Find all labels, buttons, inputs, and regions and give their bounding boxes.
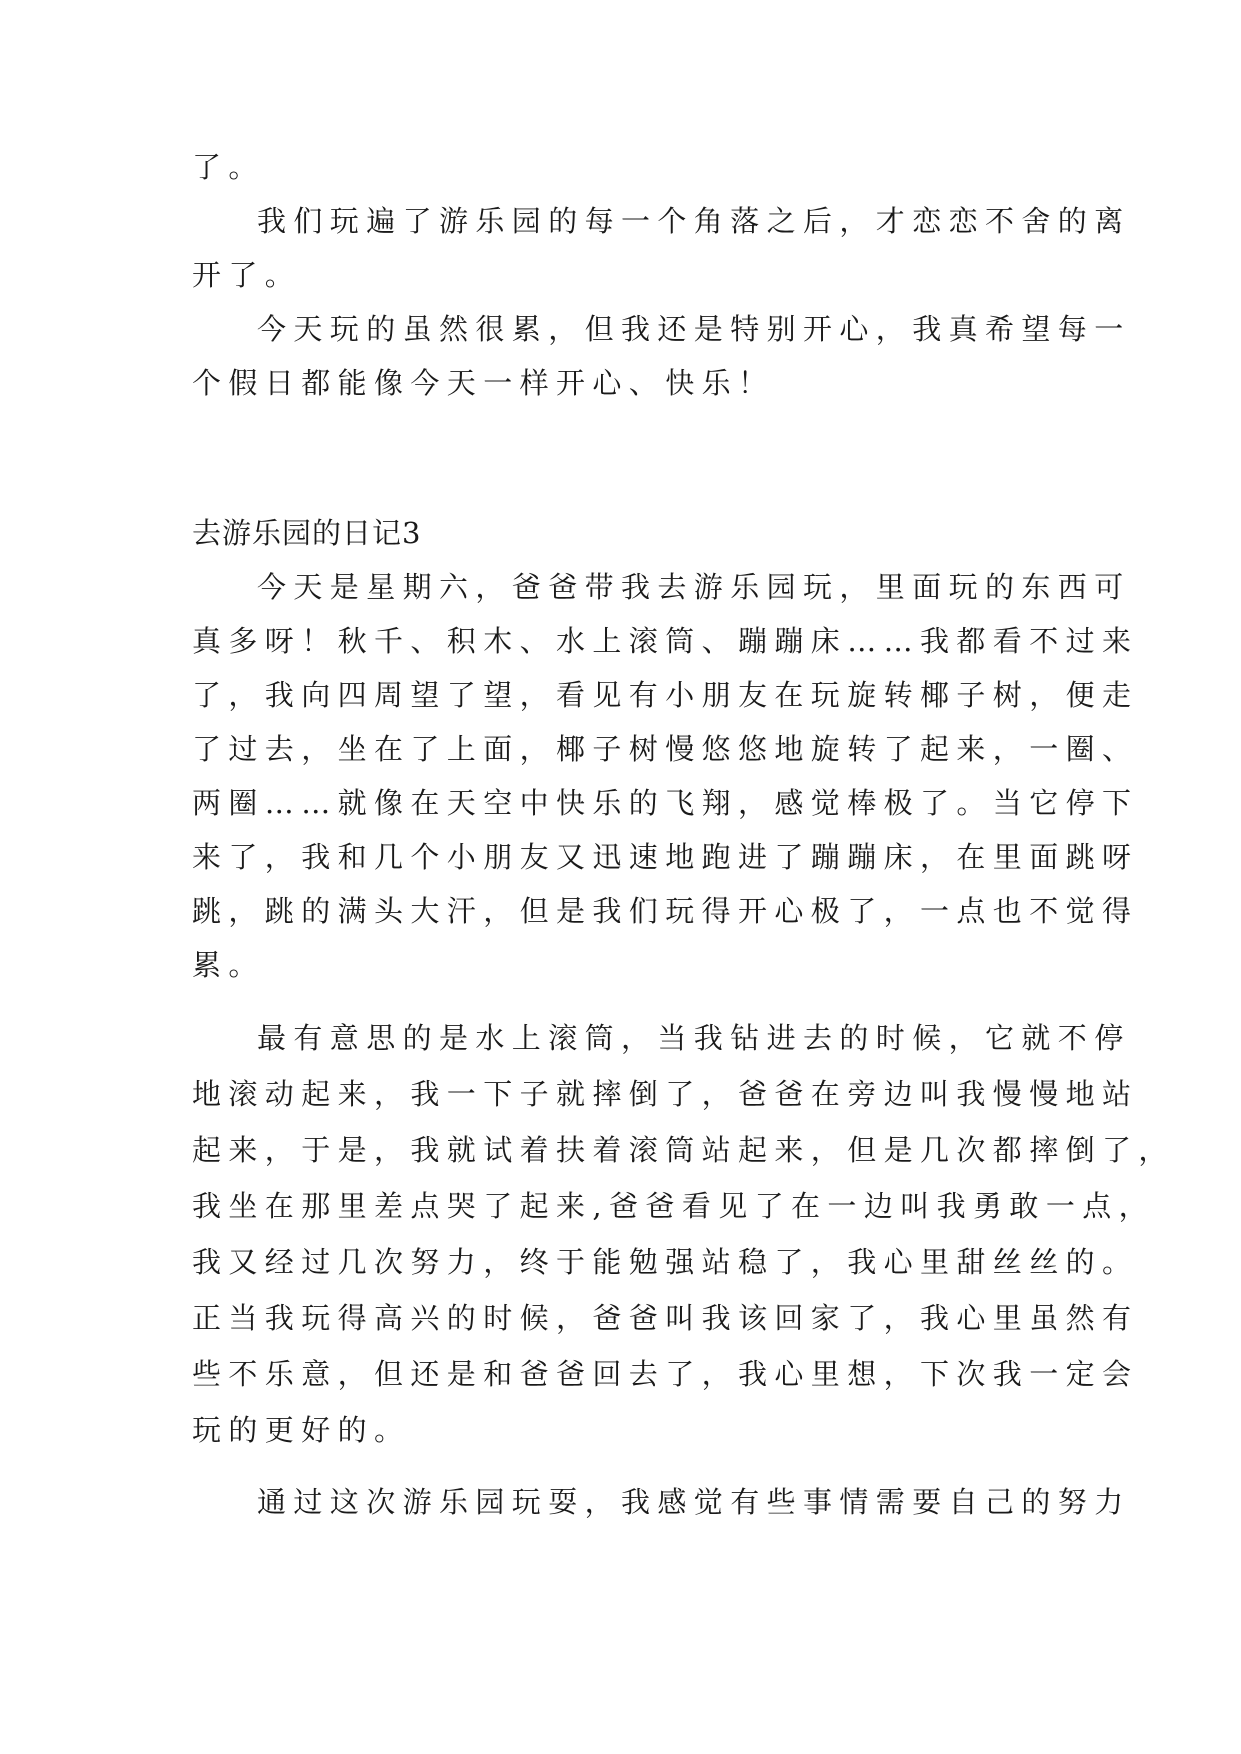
text-line: 来了，我和几个小朋友又迅速地跑进了蹦蹦床，在里面跳呀 (192, 840, 1139, 874)
text-line: 了过去，坐在了上面，椰子树慢悠悠地旋转了起来，一圈、 (192, 732, 1139, 766)
text-line: 了，我向四周望了望，看见有小朋友在玩旋转椰子树，便走 (192, 678, 1139, 712)
paragraph-start: 我们玩遍了游乐园的每一个角落之后，才恋恋不舍的离 (257, 204, 1131, 238)
text-line: 个假日都能像今天一样开心、快乐！ (192, 366, 775, 400)
paragraph-start: 最有意思的是水上滚筒，当我钻进去的时候，它就不停 (257, 1021, 1131, 1055)
text-line: 累。 (192, 948, 265, 982)
paragraph-start: 今天玩的虽然很累，但我还是特别开心，我真希望每一 (257, 312, 1131, 346)
text-line: 两圈……就像在天空中快乐的飞翔，感觉棒极了。当它停下 (192, 786, 1139, 820)
text-line: 些不乐意，但还是和爸爸回去了，我心里想，下次我一定会 (192, 1357, 1139, 1391)
text-line: 我又经过几次努力，终于能勉强站稳了，我心里甜丝丝的。 (192, 1245, 1139, 1279)
text-line: 地滚动起来，我一下子就摔倒了，爸爸在旁边叫我慢慢地站 (192, 1077, 1139, 1111)
text-line: 我坐在那里差点哭了起来,爸爸看见了在一边叫我勇敢一点， (192, 1189, 1156, 1223)
text-line: 开了。 (192, 258, 302, 292)
text-line: 跳，跳的满头大汗，但是我们玩得开心极了，一点也不觉得 (192, 894, 1139, 928)
text-line: 正当我玩得高兴的时候，爸爸叫我该回家了，我心里虽然有 (192, 1301, 1139, 1335)
section-heading: 去游乐园的日记3 (192, 516, 422, 550)
text-line: 真多呀！秋千、积木、水上滚筒、蹦蹦床……我都看不过来 (192, 624, 1139, 658)
text-line: 起来，于是，我就试着扶着滚筒站起来，但是几次都摔倒了， (192, 1133, 1175, 1167)
paragraph-start: 今天是星期六，爸爸带我去游乐园玩，里面玩的东西可 (257, 570, 1131, 604)
text-line: 玩的更好的。 (192, 1413, 411, 1447)
paragraph-start: 通过这次游乐园玩耍，我感觉有些事情需要自己的努力 (257, 1485, 1131, 1519)
text-line: 了。 (192, 150, 265, 184)
